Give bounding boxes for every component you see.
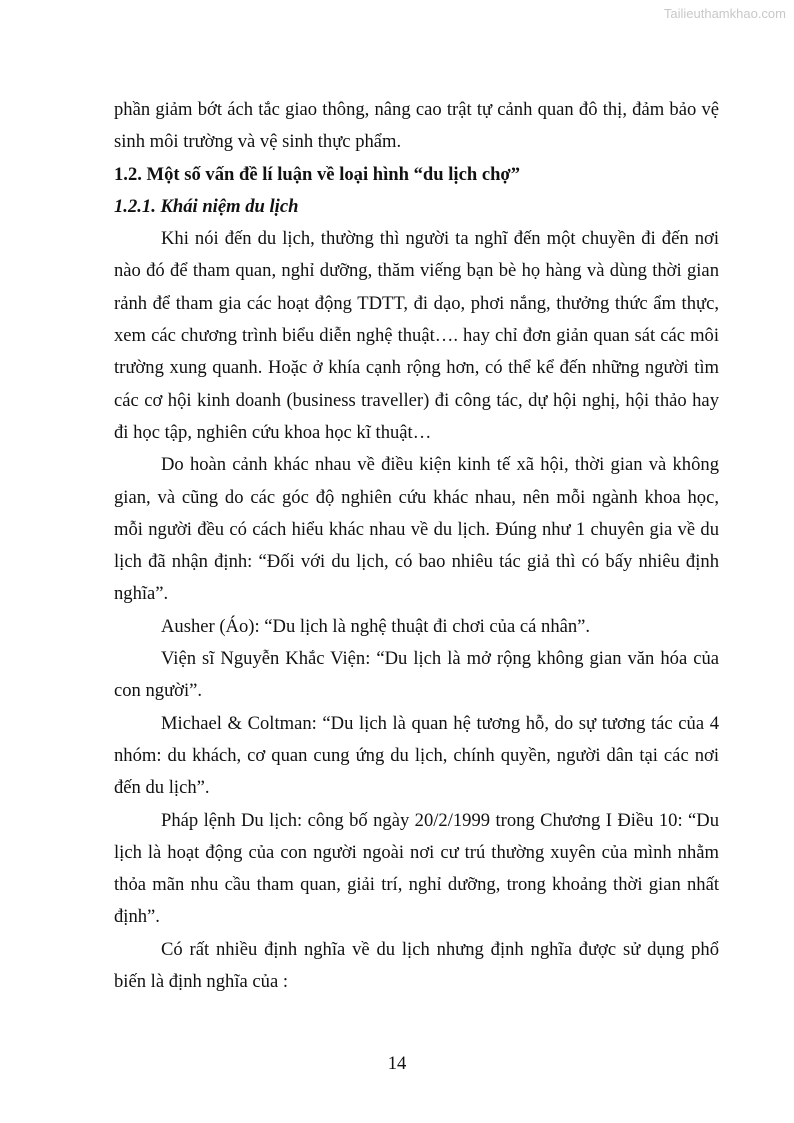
watermark-text: Tailieuthamkhao.com — [663, 6, 786, 21]
paragraph-continuation: phần giảm bớt ách tắc giao thông, nâng cao trật tự cảnh quan đô thị, đảm bảo vệ sinh môi trường và vệ sinh thực phẩm. — [114, 99, 719, 153]
page-number: 14 — [387, 1053, 407, 1074]
section-heading-1-2: 1.2. Một số vấn đề lí luận về loại hình “du lịch chợ” — [114, 163, 521, 185]
document-page-body — [114, 94, 719, 998]
paragraph-intro: Khi nói đến du lịch, thường thì người ta nghĩ đến một chuyền đi đến nơi nào đó để tham quan, nghỉ dưỡng, thăm viếng bạn bè họ hàng và dùng thời gian rảnh để tham gia các hoạt động TDTT, đi dạo, phơi nắng, thưởng thức ẩm thực, xem các chương trình biểu diễn nghệ thuật…. hay chỉ đơn giản quan sát các môi trường xung quanh. Hoặc ở khía cạnh rộng hơn, có thể kể đến những người tìm các cơ hội kinh doanh (business traveller) đi công tác, dự hội nghị, hội thảo hay đi học tập, nghiên cứu khoa học kĩ thuật… — [114, 228, 719, 443]
paragraph-phap-lenh: Pháp lệnh Du lịch: công bố ngày 20/2/1999 trong Chương I Điều 10: “Du lịch là hoạt động của con người ngoài nơi cư trú thường xuyên của mình nhằm thỏa mãn nhu cầu tham quan, giải trí, nghỉ dưỡng, trong khoảng thời gian nhất định”. — [114, 809, 719, 928]
subsection-heading-1-2-1: 1.2.1. Khái niệm du lịch — [114, 195, 299, 217]
paragraph-vien: Viện sĩ Nguyễn Khắc Viện: “Du lịch là mở rộng không gian văn hóa của con người”. — [114, 648, 719, 702]
paragraph-michael: Michael & Coltman: “Du lịch là quan hệ tương hỗ, do sự tương tác của 4 nhóm: du khách, cơ quan cung ứng du lịch, chính quyền, người dân tại các nơi đến du lịch”. — [114, 712, 719, 799]
paragraph-closing: Có rất nhiều định nghĩa về du lịch nhưng định nghĩa được sử dụng phổ biến là định nghĩa của : — [114, 938, 719, 993]
paragraph-ausher: Ausher (Áo): “Du lịch là nghệ thuật đi chơi của cá nhân”. — [161, 615, 591, 637]
paragraph-context: Do hoàn cảnh khác nhau về điều kiện kinh tế xã hội, thời gian và không gian, và cũng do các góc độ nghiên cứu khác nhau, nên mỗi ngành khoa học, mỗi người đều có cách hiểu khác nhau về du lịch. Đúng như 1 chuyên gia về du lịch đã nhận định: “Đối với du lịch, có bao nhiêu tác giả thì có bấy nhiêu định nghĩa”. — [114, 454, 719, 605]
